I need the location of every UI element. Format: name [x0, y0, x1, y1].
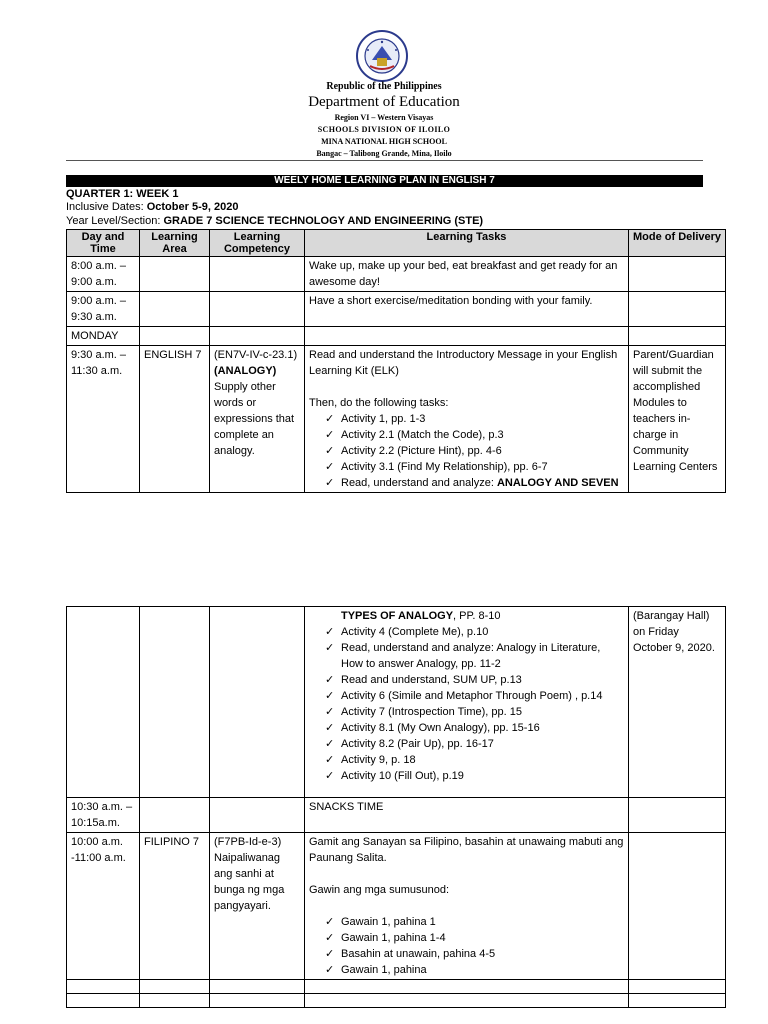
task-cell: SNACKS TIME	[305, 798, 629, 833]
list-item: ✓ Activity 2.2 (Picture Hint), pp. 4-6	[325, 445, 502, 457]
list-item: ✓ Gawain 1, pahina 1-4	[325, 932, 446, 944]
table-row	[67, 292, 726, 327]
check-icon: ✓	[325, 477, 335, 489]
school-heading: MINA NATIONAL HIGH SCHOOL	[321, 137, 447, 146]
col-header-competency: Learning Competency	[210, 230, 305, 257]
region-heading: Region VI – Western Visayas	[334, 113, 434, 122]
col-header-area: Learning Area	[140, 230, 210, 257]
check-icon: ✓	[325, 674, 335, 686]
check-icon: ✓	[325, 626, 335, 638]
list-item: ✓ Read and understand, SUM UP, p.13	[325, 674, 522, 686]
list-item: ✓ Activity 1, pp. 1-3	[325, 413, 426, 425]
list-item: ✓ Activity 2.1 (Match the Code), p.3	[325, 429, 504, 441]
delivery-cell: (Barangay Hall) on Friday October 9, 2020.	[629, 607, 726, 798]
task-cell: Read and understand the Introductory Message in your English Learning Kit (ELK) Then, do the following tasks: ✓ Activity 1, pp. 1-3 ✓ Activity 2.1 (Match the Code), p.3 ✓ Activity 2.2 (Picture Hint), pp. 4-6 ✓ Activity 3.1 (Find My Relationship), pp. 6-7 ✓ Read, understand and analyze: ANALOGY AND SEVEN	[305, 346, 629, 493]
table-row	[67, 798, 726, 833]
check-icon: ✓	[325, 413, 335, 425]
task-cell: Gamit ang Sanayan sa Filipino, basahin at unawaing mabuti ang Paunang Salita. Gawin ang mga sumusunod: ✓ Gawain 1, pahina 1 ✓ Gawain 1, pahina 1-4 ✓ Basahin at unawain, pahina 4-5 ✓ Gawain 1, pahina	[305, 833, 629, 980]
area-cell: FILIPINO 7	[140, 833, 210, 980]
check-icon: ✓	[325, 429, 335, 441]
col-header-day-time: Day and Time	[67, 230, 140, 257]
check-icon: ✓	[325, 964, 335, 976]
check-icon: ✓	[325, 932, 335, 944]
list-item: ✓ Activity 7 (Introspection Time), pp. 15	[325, 706, 522, 718]
list-item: ✓ Basahin at unawain, pahina 4-5	[325, 948, 496, 960]
check-icon: ✓	[325, 770, 335, 782]
check-icon: ✓	[325, 948, 335, 960]
col-header-delivery: Mode of Delivery	[629, 230, 726, 257]
task-cell	[305, 607, 629, 798]
table-row	[67, 257, 726, 292]
learning-plan-table-1	[66, 229, 726, 493]
list-item: ✓ Read, understand and analyze: Analogy in Literature, How to answer Analogy, pp. 11-2	[325, 642, 601, 670]
division-heading: SCHOOLS DIVISION OF ILOILO	[317, 125, 451, 134]
check-icon: ✓	[325, 916, 335, 928]
plan-title-bar: WEELY HOME LEARNING PLAN IN ENGLISH 7	[66, 175, 703, 187]
task-cell: Have a short exercise/meditation bonding with your family.	[305, 292, 629, 327]
english-task-list	[309, 411, 624, 491]
list-item: ✓ Activity 3.1 (Find My Relationship), pp. 6-7	[325, 461, 548, 473]
time-cell: 10:30 a.m. – 10:15a.m.	[67, 798, 140, 833]
list-item: ✓ Activity 6 (Simile and Metaphor Through Poem) , p.14	[325, 690, 603, 702]
list-item: ✓ Read, understand and analyze: ANALOGY AND SEVEN	[325, 477, 619, 489]
competency-cell: (EN7V-IV-c-23.1) (ANALOGY) Supply other words or expressions that complete an analogy.	[210, 346, 305, 493]
list-item: TYPES OF ANALOGY, PP. 8-10	[341, 610, 501, 622]
department-heading: Department of Education	[308, 94, 460, 110]
check-icon: ✓	[325, 445, 335, 457]
time-cell: 9:30 a.m. – 11:30 a.m.	[67, 346, 140, 493]
competency-cell: (F7PB-Id-e-3) Naipaliwanag ang sanhi at bunga ng mga pangyayari.	[210, 833, 305, 980]
table-row	[67, 607, 726, 798]
list-item: ✓ Gawain 1, pahina	[325, 964, 427, 976]
address-heading: Bangac – Talibong Grande, Mina, Iloilo	[316, 149, 452, 158]
quarter-line: QUARTER 1: WEEK 1	[66, 188, 179, 200]
table-row	[67, 994, 726, 1008]
list-item: ✓ Gawain 1, pahina 1	[325, 916, 436, 928]
list-item: ✓ Activity 8.2 (Pair Up), pp. 16-17	[325, 738, 494, 750]
level-line: Year Level/Section: GRADE 7 SCIENCE TECHNOLOGY AND ENGINEERING (STE)	[66, 215, 484, 227]
learning-plan-table-2	[66, 606, 726, 1008]
table-row	[67, 327, 726, 346]
task-cell: Wake up, make up your bed, eat breakfast and get ready for an awesome day!	[305, 257, 629, 292]
col-header-tasks: Learning Tasks	[305, 230, 629, 257]
time-cell: 10:00 a.m. -11:00 a.m.	[67, 833, 140, 980]
check-icon: ✓	[325, 738, 335, 750]
list-item: ✓ Activity 9, p. 18	[325, 754, 416, 766]
list-item: ✓ Activity 4 (Complete Me), p.10	[325, 626, 489, 638]
list-item: ✓ Activity 8.1 (My Own Analogy), pp. 15-16	[325, 722, 540, 734]
table-header-row	[67, 230, 726, 257]
check-icon: ✓	[325, 461, 335, 473]
time-cell: 8:00 a.m. – 9:00 a.m.	[67, 257, 140, 292]
time-cell: 9:00 a.m. – 9:30 a.m.	[67, 292, 140, 327]
filipino-task-list	[309, 914, 624, 978]
table-row	[67, 346, 726, 493]
english-task-list-continued	[309, 608, 624, 784]
check-icon: ✓	[325, 690, 335, 702]
dates-line: Inclusive Dates: October 5-9, 2020	[66, 201, 239, 213]
check-icon: ✓	[325, 722, 335, 734]
list-item: ✓ Activity 10 (Fill Out), p.19	[325, 770, 464, 782]
area-cell: ENGLISH 7	[140, 346, 210, 493]
check-icon: ✓	[325, 642, 335, 654]
check-icon: ✓	[325, 706, 335, 718]
header-divider	[66, 160, 703, 161]
deped-seal-logo	[356, 30, 408, 82]
table-row	[67, 833, 726, 980]
delivery-cell: Parent/Guardian will submit the accomplished Modules to teachers in-charge in Community Learning Centers	[629, 346, 726, 493]
republic-heading: Republic of the Philippines	[326, 81, 442, 92]
check-icon: ✓	[325, 754, 335, 766]
table-row	[67, 980, 726, 994]
day-cell: MONDAY	[67, 327, 140, 346]
